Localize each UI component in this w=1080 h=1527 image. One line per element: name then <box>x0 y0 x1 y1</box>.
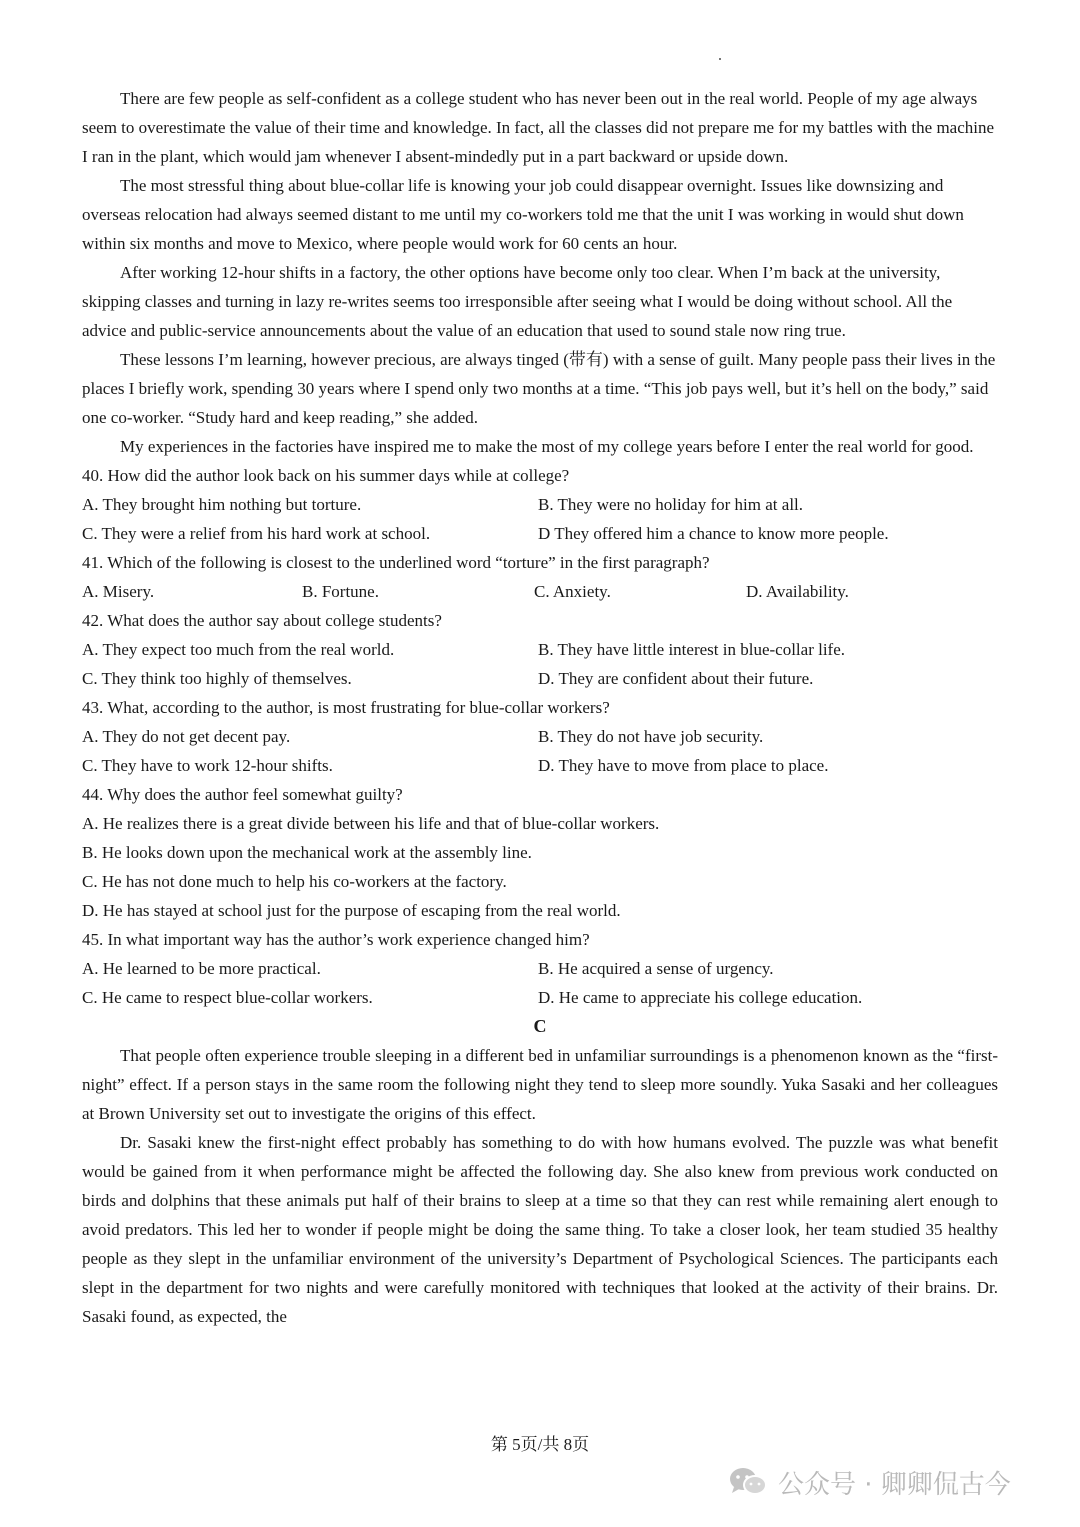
option-c: C. They think too highly of themselves. <box>82 669 352 688</box>
option-c: C. Anxiety. <box>534 582 611 601</box>
question-stem: 40. How did the author look back on his summer days while at college? <box>82 466 570 485</box>
option-d: D They offered him a chance to know more people. <box>538 524 889 543</box>
paragraph: My experiences in the factories have inspired me to make the most of my college years before I enter the real world for good. <box>120 437 974 456</box>
option-a: A. They brought him nothing but torture. <box>82 495 362 514</box>
option-c: C. They were a relief from his hard work at school. <box>82 524 431 543</box>
option-b: B. He looks down upon the mechanical work at the assembly line. <box>82 843 532 862</box>
section-heading: C <box>533 1016 547 1036</box>
wechat-icon <box>728 1466 768 1498</box>
question-stem: 42. What does the author say about college students? <box>82 611 442 630</box>
question-stem: 44. Why does the author feel somewhat guilty? <box>82 785 403 804</box>
paragraph: After working 12-hour shifts in a factory, the other options have become only too clear. When I’m back at the university, skipping classes and turning in lazy re-writes seems too irresponsible after seeing what I would be doing without school. All the advice and public-service announcements about the value of an education that used to sound stale now ring true. <box>82 263 953 340</box>
question-45 <box>82 925 998 1012</box>
option-b: B. He acquired a sense of urgency. <box>538 959 774 978</box>
question-41 <box>82 548 998 606</box>
option-a: A. They expect too much from the real world. <box>82 640 395 659</box>
question-stem: 41. Which of the following is closest to the underlined word “torture” in the first paragraph? <box>82 553 710 572</box>
scan-speck <box>719 58 721 60</box>
option-a: A. He realizes there is a great divide between his life and that of blue-collar workers. <box>82 814 660 833</box>
paragraph: These lessons I’m learning, however precious, are always tinged (带有) with a sense of guilt. Many people pass their lives in the places I briefly work, spending 30 years where I spend only two months at a time. “This job pays well, but it’s hell on the body,” said one co-worker. “Study hard and keep reading,” she added. <box>82 350 996 427</box>
option-a: A. They do not get decent pay. <box>82 727 291 746</box>
option-d: D. He came to appreciate his college education. <box>538 988 863 1007</box>
question-44 <box>82 780 998 925</box>
option-b: B. They do not have job security. <box>538 727 764 746</box>
option-c: C. He has not done much to help his co-workers at the factory. <box>82 872 507 891</box>
question-42 <box>82 606 998 693</box>
question-stem: 45. In what important way has the author’s work experience changed him? <box>82 930 590 949</box>
option-d: D. Availability. <box>746 582 849 601</box>
option-d: D. He has stayed at school just for the purpose of escaping from the real world. <box>82 901 621 920</box>
option-b: B. They have little interest in blue-collar life. <box>538 640 846 659</box>
question-40 <box>82 461 998 548</box>
watermark <box>728 1462 1058 1502</box>
paragraph: The most stressful thing about blue-collar life is knowing your job could disappear overnight. Issues like downsizing and overseas relocation had always seemed distant to me until my co-workers told me that the unit I was working in would shut down within six months and move to Mexico, where people would work for 60 cents an hour. <box>82 176 964 253</box>
passage-b <box>82 84 998 461</box>
exam-page <box>82 84 998 1331</box>
option-d: D. They are confident about their future. <box>538 669 814 688</box>
option-c: C. He came to respect blue-collar workers. <box>82 988 373 1007</box>
option-a: A. He learned to be more practical. <box>82 959 321 978</box>
passage-c <box>82 1012 998 1331</box>
option-c: C. They have to work 12-hour shifts. <box>82 756 333 775</box>
option-d: D. They have to move from place to place. <box>538 756 829 775</box>
paragraph: Dr. Sasaki knew the first-night effect probably has something to do with how humans evolved. The puzzle was what benefit would be gained from it when performance might be affected the following day. She also knew from previous work conducted on birds and dolphins that these animals put half of their brains to sleep at a time so that they can rest while remaining alert enough to avoid predators. This led her to wonder if people might be doing the same thing. To take a closer look, her team studied 35 healthy people as they slept in the unfamiliar environment of the university’s Department of Psychological Sciences. The participants each slept in the department for two nights and were carefully monitored with techniques that looked at the activity of their brains. Dr. Sasaki found, as expected, the <box>82 1133 998 1326</box>
paragraph: That people often experience trouble sleeping in a different bed in unfamiliar surroundings is a phenomenon known as the “first-night” effect. If a person stays in the same room the following night they tend to sleep more soundly. Yuka Sasaki and her colleagues at Brown University set out to investigate the origins of this effect. <box>82 1046 998 1123</box>
question-stem: 43. What, according to the author, is most frustrating for blue-collar workers? <box>82 698 610 717</box>
option-b: B. Fortune. <box>302 582 379 601</box>
page-number: 第 5页/共 8页 <box>490 1435 590 1454</box>
watermark-text: 公众号 · 卿卿侃古今 <box>778 1469 1011 1500</box>
option-a: A. Misery. <box>82 582 155 601</box>
question-43 <box>82 693 998 780</box>
option-b: B. They were no holiday for him at all. <box>538 495 804 514</box>
paragraph: There are few people as self-confident as a college student who has never been out in the real world. People of my age always seem to overestimate the value of their time and knowledge. In fact, all the classes did not prepare me for my battles with the machine I ran in the plant, which would jam whenever I absent-mindedly put in a part backward or upside down. <box>82 89 995 166</box>
